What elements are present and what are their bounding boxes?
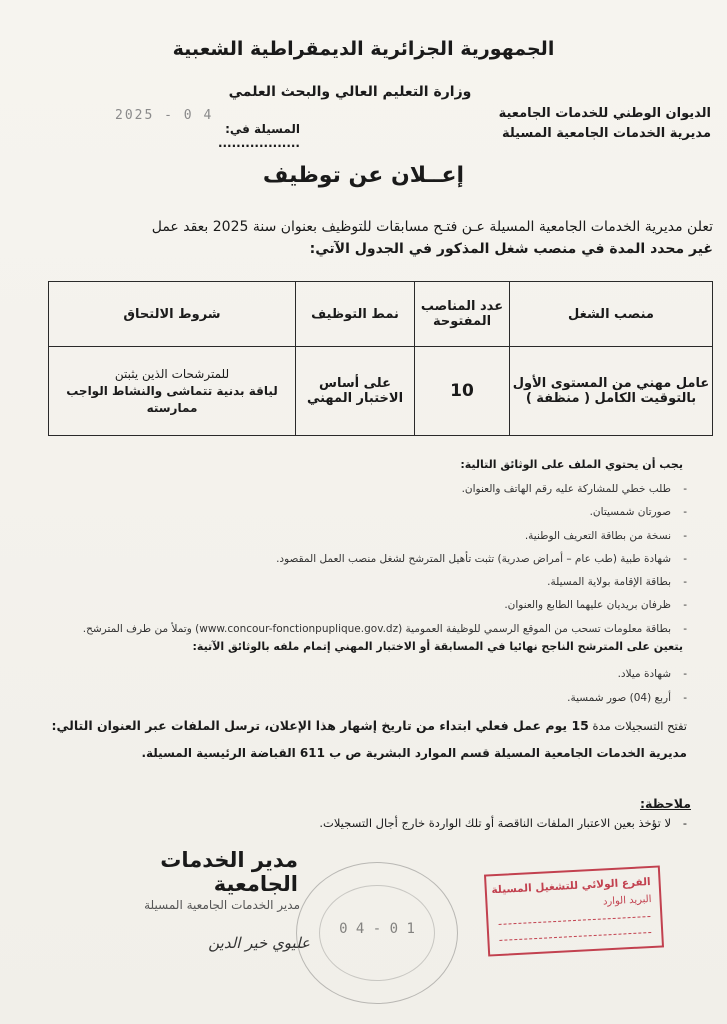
conditions-line2: لياقة بدنية تتماشى والنشاط الواجب ممارسته [66, 383, 278, 415]
list-item: - بطاقة معلومات تسحب من الموقع الرسمي للوظيفة العمومية (www.concour-fonctionpuplique.gov.dz) وتملأ من طرف المترشح. [27, 618, 687, 641]
intro-paragraph [23, 216, 713, 260]
signature-title: مدير الخدمات الجامعية [160, 848, 298, 896]
stamp-line1: الفرع الولائي للتشغيل المسيلة [491, 875, 651, 897]
documents-list [27, 478, 687, 641]
signature-subtitle: مدير الخدمات الجامعية المسيلة [144, 898, 300, 912]
col-conditions: شروط الالتحاق [49, 282, 296, 347]
list-item: - شهادة طبية (طب عام – أمراض صدرية) تثبت تأهيل المترشح لشغل منصب العمل المقصود. [27, 548, 687, 571]
period-prefix: تفتح التسجيلات مدة [592, 719, 687, 733]
documents-heading: يجب أن يحتوي الملف على الوثائق التالية: [460, 458, 683, 471]
republic-header: الجمهورية الجزائرية الديمقراطية الشعبية [172, 38, 555, 60]
received-stamp [484, 865, 664, 956]
note-text: - لا تؤخذ بعين الاعتبار الملفات الناقصة أو تلك الواردة خارج أجال التسجيلات. [319, 816, 687, 830]
winner-documents-list [27, 662, 687, 710]
positions-table [48, 281, 713, 436]
list-item: - شهادة ميلاد. [27, 662, 687, 686]
place-date-label: المسيلة في: .................. [217, 122, 300, 150]
ministry-name: وزارة التعليم العالي والبحث العلمي [228, 84, 472, 100]
cell-conditions [49, 347, 296, 436]
table-row [49, 347, 713, 436]
winner-heading: يتعين على المترشح الناجح نهائيا في المسابقة أو الاختبار المهني إتمام ملفه بالوثائق الآتية: [192, 640, 683, 653]
cell-position: عامل مهني من المستوى الأول بالتوقيت الكامل ( منظفة ) [510, 347, 713, 436]
list-item: - صورتان شمسيتان. [27, 501, 687, 524]
directorate-name: مديرية الخدمات الجامعية المسيلة [501, 126, 711, 141]
announcement-title: إعــلان عن توظيف [262, 163, 465, 188]
stamp-rule [499, 932, 651, 941]
stamp-rule [499, 916, 651, 925]
table-header-row [49, 282, 713, 347]
list-item: - بطاقة الإقامة بولاية المسيلة. [27, 571, 687, 594]
cell-count: 10 [415, 347, 510, 436]
intro-lead: تعلن مديرية الخدمات الجامعية المسيلة عـن فتـح مسابقات للتوظيف بعنوان سنة 2025 بعقد عمل [151, 219, 713, 235]
intro-rest: غير محدد المدة في منصب شغل المذكور في الجدول الآتي: [309, 241, 713, 257]
office-name: الديوان الوطني للخدمات الجامعية [498, 106, 711, 121]
list-item: - أربع (04) صور شمسية. [27, 686, 687, 710]
seal-date: 0 4 - 0 1 [339, 921, 415, 937]
list-item: - ظرفان بريديان عليهما الطابع والعنوان. [27, 594, 687, 617]
official-seal [296, 862, 458, 1004]
period-detail: 15 يوم عمل فعلي ابتداء من تاريخ إشهار هذا الإعلان، ترسل الملفات عبر العنوان التالي: [51, 718, 589, 733]
col-count: عدد المناصب المفتوحة [415, 282, 510, 347]
signature-name: عليوي خير الدين [208, 934, 310, 952]
cell-mode: على أساس الاختبار المهني [296, 347, 415, 436]
col-mode: نمط التوظيف [296, 282, 415, 347]
date-stamp: 2025 - 0 4 [115, 108, 214, 123]
note-title: ملاحظة: [640, 796, 691, 811]
registration-period [27, 718, 687, 733]
list-item: - طلب خطي للمشاركة عليه رقم الهاتف والعنوان. [27, 478, 687, 501]
list-item: - نسخة من بطاقة التعريف الوطنية. [27, 525, 687, 548]
stamp-line2: البريد الوارد [602, 893, 652, 908]
mailing-address: مديرية الخدمات الجامعية المسيلة قسم الموارد البشرية ص ب 611 القباضة الرئيسية المسيلة. [141, 746, 687, 760]
col-position: منصب الشغل [510, 282, 713, 347]
conditions-line1: للمترشحات الذين يثبتن [114, 366, 230, 381]
